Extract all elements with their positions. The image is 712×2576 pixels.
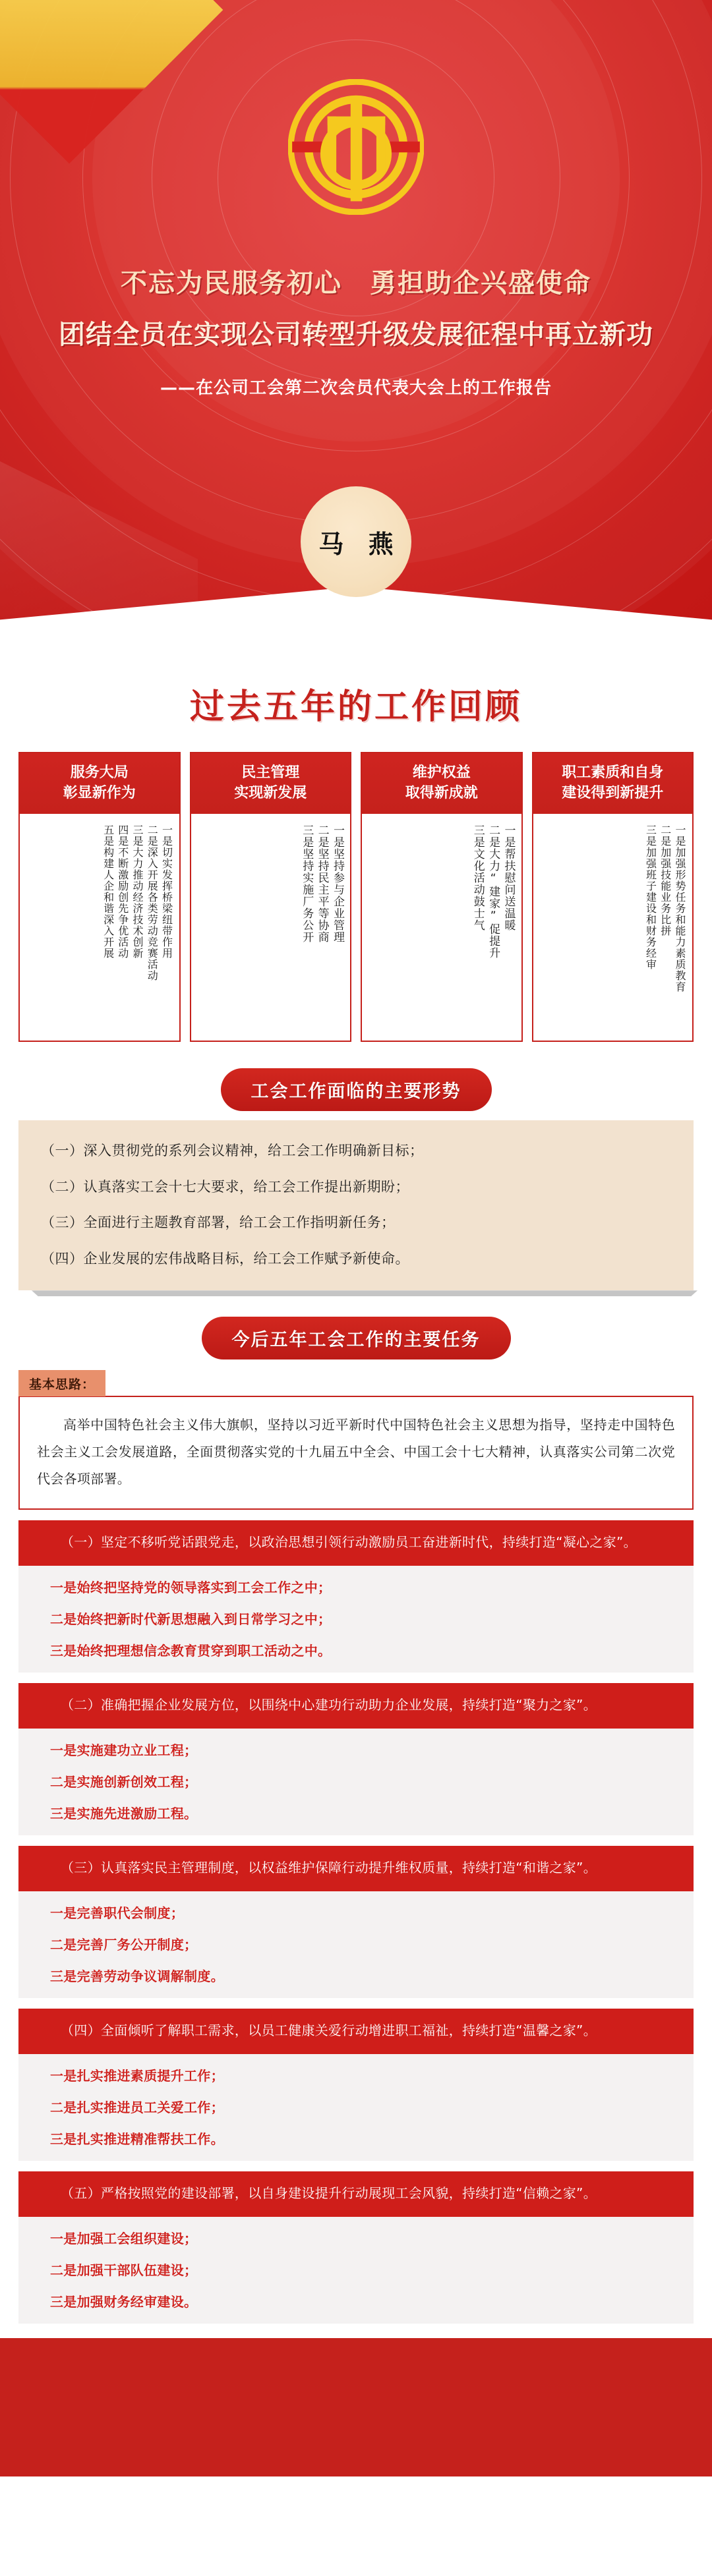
review-card-4-header-line2: 建设得到新提升 [562,785,664,802]
task-2-body [18,1729,694,1835]
review-card-4-item-1: 一是加强形势任务和能力素质教育 [674,824,686,993]
review-card-2-header-line1: 民主管理 [241,764,300,781]
review-card-3 [361,752,523,1042]
review-card-2-item-1: 一是坚持参与企业管理 [331,824,344,944]
task-block-4 [18,2009,694,2161]
hero-title-line-2: 团结全员在实现公司转型升级发展征程中再立新功 [59,320,653,350]
task-1-body [18,1566,694,1673]
review-card-4-header [533,753,693,814]
basic-approach-label: 基本思路： [18,1370,105,1396]
task-1-item-2: 二是始终把新时代新思想融入到日常学习之中； [50,1611,332,1628]
task-2-heading: （二）准确把握企业发展方位，以围绕中心建功行动助力企业发展，持续打造“聚力之家”。 [18,1683,694,1729]
task-3-item-1: 一是完善职代会制度； [50,1905,184,1922]
review-card-3-item-2: 二是大力“建家”促提升 [487,824,500,959]
task-block-5 [18,2171,694,2324]
task-2-item-2: 二是实施创新创效工程； [50,1774,198,1790]
basic-approach-box [18,1396,694,1510]
task-4-item-3: 三是扎实推进精准帮扶工作。 [50,2131,224,2148]
basic-approach-block [18,1370,694,1510]
review-card-2-header-line2: 实现新发展 [234,785,307,802]
review-card-3-header [362,753,521,814]
review-card-4-body [533,814,693,1041]
review-card-1-item-4: 四是不断激励创先争优活动 [116,824,129,959]
speaker-name-badge [301,486,411,597]
task-5-body [18,2217,694,2324]
review-card-1-item-1: 一是切实发挥桥梁纽带作用 [160,824,173,959]
task-3-item-3: 三是完善劳动争议调解制度。 [50,1968,224,1985]
chinese-trade-union-emblem [288,79,424,215]
review-card-2 [190,752,352,1042]
review-card-2-item-3: 三是坚持实施厂务公开 [300,824,314,944]
footer-red-bar [0,2338,712,2476]
task-block-3 [18,1846,694,1998]
review-card-1-body [20,814,179,1041]
hero-subtitle: ——在公司工会第二次会员代表大会上的工作报告 [160,378,552,398]
situation-item-4: （四）企业发展的宏伟战略目标，给工会工作赋予新使命。 [41,1250,409,1267]
tasks-banner: 今后五年工会工作的主要任务 [202,1317,511,1360]
task-5-item-2: 二是加强干部队伍建设； [50,2262,198,2279]
task-4-item-2: 二是扎实推进员工关爱工作； [50,2100,224,2116]
review-card-4-header-line1: 职工素质和自身 [562,764,664,781]
situation-item-3: （三）全面进行主题教育部署，给工会工作指明新任务； [41,1215,396,1231]
review-card-4-item-3: 三是加强班子建设和财务经审 [644,824,657,971]
review-card-2-header [191,753,351,814]
task-4-body [18,2054,694,2161]
task-5-item-1: 一是加强工会组织建设； [50,2231,198,2247]
task-4-heading: （四）全面倾听了解职工需求，以员工健康关爱行动增进职工福祉，持续打造“温馨之家”。 [18,2009,694,2054]
review-card-3-item-3: 三是文化活动鼓士气 [471,824,485,932]
review-card-1-item-3: 三是大力推动经济技术创新 [131,824,144,959]
task-block-1 [18,1520,694,1673]
review-card-3-header-line1: 维护权益 [412,764,471,781]
review-card-1-header-line1: 服务大局 [70,764,129,781]
task-3-heading: （三）认真落实民主管理制度，以权益维护保障行动提升维权质量，持续打造“和谐之家”。 [18,1846,694,1891]
review-card-1-item-2: 二是深入开展各类劳动竞赛活动 [146,824,159,982]
task-3-item-2: 二是完善厂务公开制度； [50,1937,198,1953]
review-card-3-header-line2: 取得新成就 [405,785,478,802]
situation-list [18,1120,694,1290]
speaker-name-text: 马 燕 [318,529,401,559]
review-card-3-item-1: 一是帮扶慰问送温暖 [502,824,516,932]
review-cards-row [0,752,712,1042]
review-card-1 [18,752,181,1042]
situation-item-2: （二）认真落实工会十七大要求，给工会工作提出新期盼； [41,1178,409,1195]
review-card-4-item-2: 二是加强技能业务比拼 [659,824,672,937]
task-5-heading: （五）严格按照党的建设部署，以自身建设提升行动展现工会风貌，持续打造“信赖之家”。 [18,2171,694,2217]
task-block-2 [18,1683,694,1835]
task-4-item-1: 一是扎实推进素质提升工作； [50,2068,224,2084]
review-card-1-header [20,753,179,814]
task-1-item-3: 三是始终把理想信念教育贯穿到职工活动之中。 [50,1643,332,1659]
basic-approach-text: 高举中国特色社会主义伟大旗帜，坚持以习近平新时代中国特色社会主义思想为指导，坚持走中国特色社会主义工会发展道路，全面贯彻落实党的十九届五中全会、中国工会十七大精神，认真落实公司第二次党代会各项部署。 [37,1417,675,1487]
review-card-1-header-line2: 彰显新作为 [63,785,136,802]
situation-item-1: （一）深入贯彻党的系列会议精神，给工会工作明确新目标； [41,1143,424,1159]
task-3-body [18,1891,694,1998]
review-card-2-item-2: 二是坚持民主平等协商 [315,824,329,944]
review-card-1-item-5: 五是构建人企和谐深入开展 [102,824,115,959]
task-2-item-1: 一是实施建功立业工程； [50,1742,198,1759]
hero-title-line-1: 不忘为民服务初心 勇担助企兴盛使命 [121,268,591,299]
review-card-4 [532,752,694,1042]
review-card-3-body [362,814,521,1041]
page-title-review: 过去五年的工作回顾 [189,687,522,727]
review-card-2-body [191,814,351,1041]
task-2-item-3: 三是实施先进激励工程。 [50,1806,198,1822]
task-1-heading: （一）坚定不移听党话跟党走，以政治思想引领行动激励员工奋进新时代，持续打造“凝心之家”。 [18,1520,694,1566]
situation-banner: 工会工作面临的主要形势 [221,1068,492,1111]
hero-banner [0,0,712,666]
task-1-item-1: 一是始终把坚持党的领导落实到工会工作之中； [50,1580,332,1596]
task-5-item-3: 三是加强财务经审建设。 [50,2294,198,2310]
